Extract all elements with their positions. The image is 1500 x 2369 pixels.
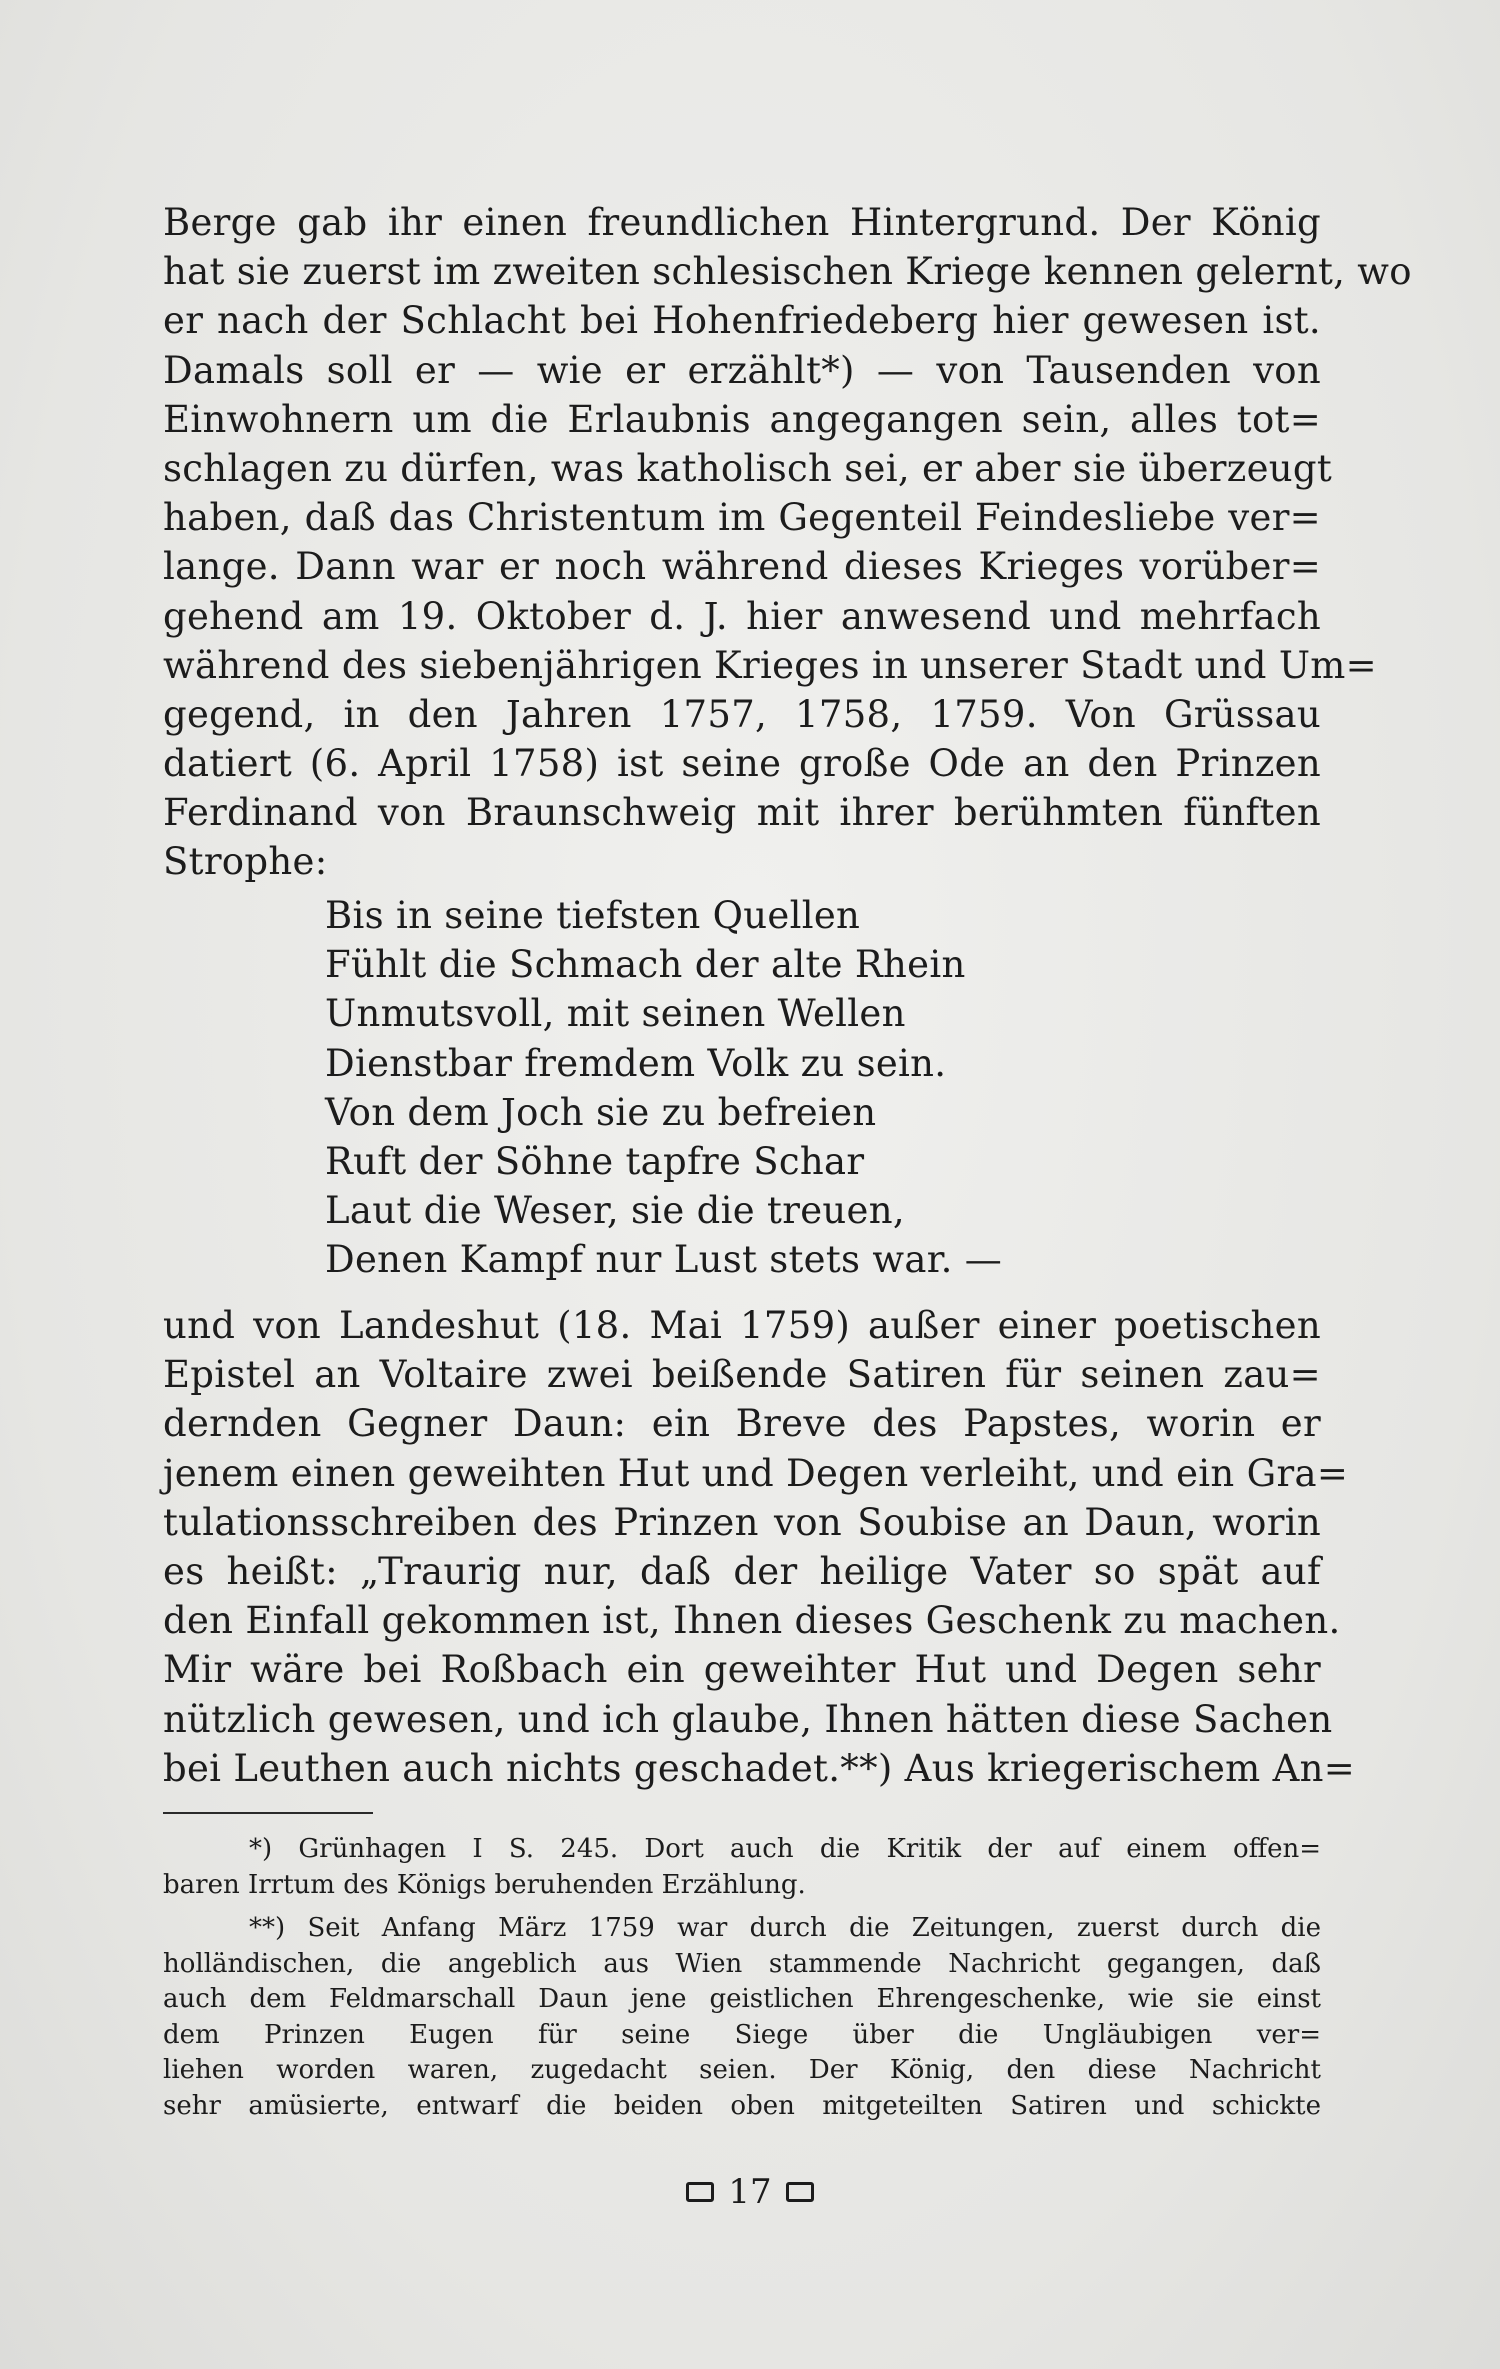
text-line: Strophe: (163, 840, 328, 884)
footnote-1 (163, 1832, 1321, 1903)
text-line: schlagen zu dürfen, was katholisch sei, er aber sie überzeugt (163, 446, 1333, 490)
text-line: Epistel an Voltaire zwei beißende Satiren für seinen zau= (163, 1353, 1321, 1397)
ornament-box-icon (786, 2182, 814, 2202)
main-paragraph-2 (163, 1301, 1356, 1793)
text-line: es heißt: „Traurig nur, daß der heilige Vater so spät auf (163, 1549, 1321, 1593)
poem-stanza (325, 891, 1125, 1285)
text-line: tulationsschreiben des Prinzen von Soubise an Daun, worin (163, 1500, 1321, 1544)
poem-line: Fühlt die Schmach der alte Rhein (325, 943, 966, 987)
text-line: Mir wäre bei Roßbach ein geweihter Hut und Degen sehr (163, 1648, 1321, 1692)
poem-line: Dienstbar fremdem Volk zu sein. (325, 1041, 947, 1085)
text-line: gegend, in den Jahren 1757, 1758, 1759. Von Grüssau (163, 692, 1321, 736)
text-line: Berge gab ihr einen freundlichen Hintergrund. Der König (163, 201, 1321, 244)
text-line: lange. Dann war er noch während dieses Krieges vorüber= (163, 545, 1321, 589)
main-paragraph-1 (163, 198, 1412, 887)
footnote-line: dem Prinzen Eugen für seine Siege über die Ungläubigen ver= (163, 2019, 1321, 2050)
footnote-line: liehen worden waren, zugedacht seien. Der König, den diese Nachricht (163, 2055, 1321, 2085)
poem-line: Bis in seine tiefsten Quellen (325, 894, 861, 937)
text-line: gehend am 19. Oktober d. J. hier anwesend und mehrfach (163, 594, 1321, 638)
page-number-label: 17 (728, 2172, 772, 2212)
footnote-line: holländischen, die angeblich aus Wien stammende Nachricht gegangen, daß (163, 1948, 1321, 1979)
text-line: während des siebenjährigen Krieges in unserer Stadt und Um= (163, 643, 1377, 687)
ornament-box-icon (686, 2182, 714, 2202)
text-line: datiert (6. April 1758) ist seine große Ode an den Prinzen (163, 742, 1321, 786)
footnotes (163, 1832, 1321, 2124)
poem-line: Von dem Joch sie zu befreien (325, 1090, 877, 1134)
text-line: bei Leuthen auch nichts geschadet.**) Aus kriegerischem An= (163, 1746, 1356, 1790)
footnote-line: **) Seit Anfang März 1759 war durch die Zeitungen, zuerst durch die (249, 1913, 1321, 1943)
poem-line: Laut die Weser, sie die treuen, (325, 1189, 905, 1233)
page-number (650, 2172, 850, 2212)
footnote-line: auch dem Feldmarschall Daun jene geistlichen Ehrengeschenke, wie sie einst (163, 1984, 1321, 2014)
text-line: er nach der Schlacht bei Hohenfriedeberg hier gewesen ist. (163, 299, 1321, 343)
footnote-line: sehr amüsierte, entwarf die beiden oben mitgeteilten Satiren und schickte (163, 2090, 1321, 2121)
poem-line: Unmutsvoll, mit seinen Wellen (325, 992, 906, 1036)
text-line: jenem einen geweihten Hut und Degen verleiht, und ein Gra= (163, 1451, 1349, 1495)
text-line: haben, daß das Christentum im Gegenteil Feindesliebe ver= (163, 496, 1321, 540)
text-line: und von Landeshut (18. Mai 1759) außer einer poetischen (163, 1304, 1321, 1347)
text-line: nützlich gewesen, und ich glaube, Ihnen hätten diese Sachen (163, 1697, 1333, 1741)
footnote-line: *) Grünhagen I S. 245. Dort auch die Kritik der auf einem offen= (249, 1834, 1321, 1864)
poem-line: Denen Kampf nur Lust stets war. — (325, 1238, 1003, 1282)
text-line: Ferdinand von Braunschweig mit ihrer berühmten fünften (163, 791, 1321, 835)
text-line: Einwohnern um die Erlaubnis angegangen sein, alles tot= (163, 397, 1321, 441)
footnote-line: baren Irrtum des Königs beruhenden Erzählung. (163, 1869, 806, 1900)
footnote-2 (163, 1911, 1321, 2124)
text-line: Damals soll er — wie er erzählt*) — von Tausenden von (163, 348, 1321, 392)
text-line: hat sie zuerst im zweiten schlesischen Kriege kennen gelernt, wo (163, 250, 1412, 294)
text-line: den Einfall gekommen ist, Ihnen dieses Geschenk zu machen. (163, 1599, 1341, 1643)
footnote-divider (163, 1812, 373, 1814)
poem-line: Ruft der Söhne tapfre Schar (325, 1139, 865, 1183)
text-line: dernden Gegner Daun: ein Breve des Papstes, worin er (163, 1402, 1321, 1446)
